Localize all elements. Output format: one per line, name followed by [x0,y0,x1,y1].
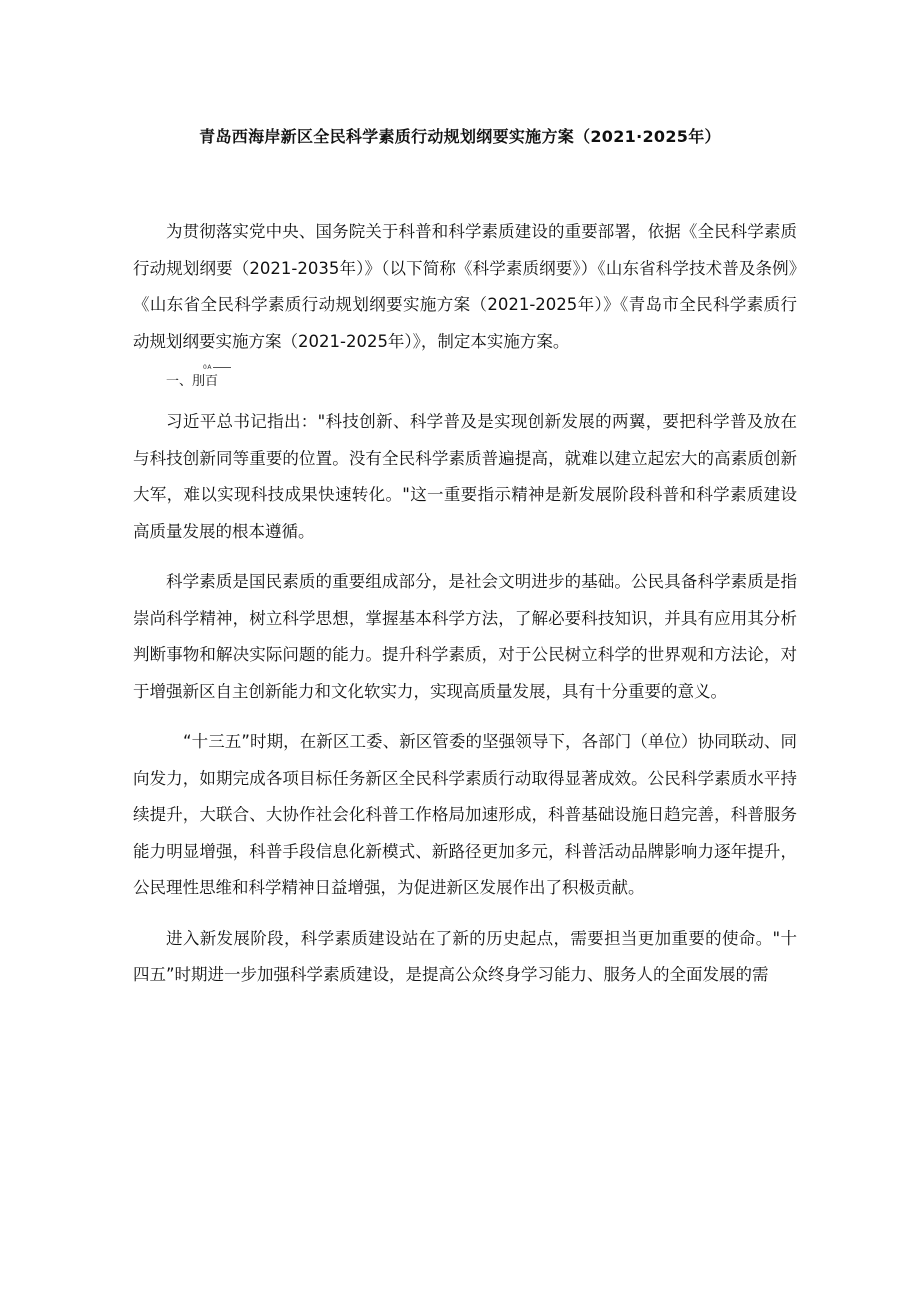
heading-annotation-text: 0A [203,364,212,371]
paragraph-thirteenth-five-year: “十三五”时期，在新区工委、新区管委的坚强领导下，各部门（单位）协同联动、同向发力，如期完成各项目标任务新区全民科学素质行动取得显著成效。公民科学素质水平持续提升，大联合、大协作社会化科普工作格局加速形成，科普基础设施日趋完善，科普服务能力明显增强，科普手段信息化新模式、新路径更加多元，科普活动品牌影响力逐年提升，公民理性思维和科学精神日益增强，为促进新区发展作出了积极贡献。 [133,732,797,897]
heading-annotation-rule [213,367,231,368]
section-heading-1 [133,364,797,394]
document-body [133,214,797,994]
paragraph-science-literacy: 科学素质是国民素质的重要组成部分，是社会文明进步的基础。公民具备科学素质是指崇尚科学精神，树立科学思想，掌握基本科学方法，了解必要科技知识，并具有应用其分析判断事物和解决实际问题的能力。提升科学素质，对于公民树立科学的世界观和方法论，对于增强新区自主创新能力和文化软实力，实现高质量发展，具有十分重要的意义。 [133,572,797,701]
paragraph-quote: 习近平总书记指出："科技创新、科学普及是实现创新发展的两翼，要把科学普及放在与科技创新同等重要的位置。没有全民科学素质普遍提高，就难以建立起宏大的高素质创新大军，难以实现科技成果快速转化。"这一重要指示精神是新发展阶段科普和科学素质建设高质量发展的根本遵循。 [133,412,797,541]
paragraph-new-stage: 进入新发展阶段，科学素质建设站在了新的历史起点，需要担当更加重要的使命。"十四五”时期进一步加强科学素质建设，是提高公众终身学习能力、服务人的全面发展的需 [133,928,797,984]
heading-annotation-mark [203,365,231,371]
paragraph-preamble: 为贯彻落实党中央、国务院关于科普和科学素质建设的重要部署，依据《全民科学素质行动规划纲要（2021-2035年）》（以下简称《科学素质纲要》）《山东省科学技术普及条例》《山东省全民科学素质行动规划纲要实施方案（2021-2025年）》《青岛市全民科学素质行动规划纲要实施方案（2021-2025年）》，制定本实施方案。 [133,222,797,351]
document-title: 青岛西海岸新区全民科学素质行动规划纲要实施方案（2021·2025年） [199,127,721,146]
section-heading-text: 一、刖百 [166,374,219,389]
